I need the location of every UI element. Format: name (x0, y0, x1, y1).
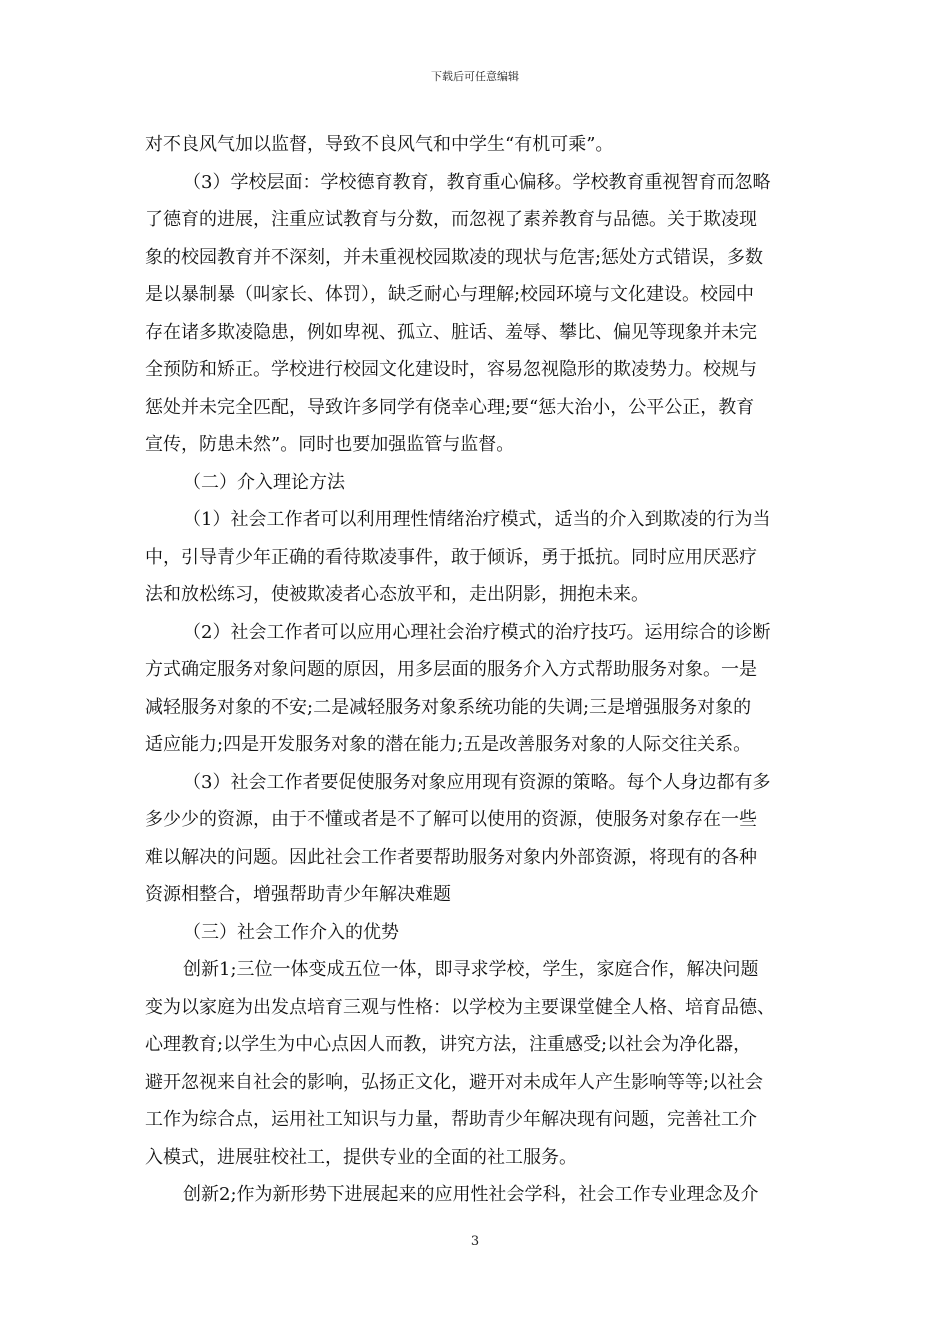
text-line: （3）学校层面：学校德育教育，教育重心偏移。学校教育重视智育而忽略 (183, 171, 771, 193)
text-line: 象的校园教育并不深刻，并未重视校园欺凌的现状与危害;惩处方式错误，多数 (145, 246, 764, 268)
text-line: 工作为综合点，运用社工知识与力量，帮助青少年解决现有问题，完善社工介 (145, 1109, 757, 1130)
text-line: 是以暴制暴（叫家长、体罚），缺乏耐心与理解;校园环境与文化建设。校园中 (145, 284, 755, 305)
header-note: 下载后可任意编辑 (431, 70, 519, 83)
text-line: 减轻服务对象的不安;二是减轻服务对象系统功能的失调;三是增强服务对象的 (145, 696, 752, 718)
text-line: 资源相整合，增强帮助青少年解决难题 (145, 884, 451, 905)
text-line: 多少少的资源，由于不懂或者是不了解可以使用的资源，使服务对象存在一些 (145, 809, 757, 830)
text-line: 了德育的进展，注重应试教育与分数，而忽视了素养教育与品德。关于欺凌现 (145, 209, 757, 230)
text-line: （二）介入理论方法 (183, 471, 345, 493)
text-line: 存在诸多欺凌隐患，例如卑视、孤立、脏话、羞辱、攀比、偏见等现象并未完 (145, 321, 757, 343)
document-body (145, 126, 815, 1214)
text-line: （3）社会工作者要促使服务对象应用现有资源的策略。每个人身边都有多 (183, 771, 771, 793)
text-line: 避开忽视来自社会的影响，弘扬正文化，避开对未成年人产生影响等等;以社会 (145, 1071, 764, 1093)
text-line: 对不良风气加以监督，导致不良风气和中学生“有机可乘”。 (145, 134, 614, 155)
text-line: 入模式，进展驻校社工，提供专业的全面的社工服务。 (145, 1146, 577, 1168)
text-line: 惩处并未完全匹配，导致许多同学有侥幸心理;要“惩大治小，公平公正，教育 (145, 396, 755, 418)
text-line: 中，引导青少年正确的看待欺凌事件，敢于倾诉，勇于抵抗。同时应用厌恶疗 (145, 546, 757, 568)
text-line: 难以解决的问题。因此社会工作者要帮助服务对象内外部资源，将现有的各种 (145, 846, 757, 868)
text-line: 变为以家庭为出发点培育三观与性格：以学校为主要课堂健全人格、培育品德、 (145, 996, 775, 1018)
text-line: （三）社会工作介入的优势 (183, 921, 399, 943)
text-line: 法和放松练习，使被欺凌者心态放平和，走出阴影，拥抱未来。 (145, 584, 649, 605)
text-line: （1）社会工作者可以利用理性情绪治疗模式，适当的介入到欺凌的行为当 (183, 509, 771, 530)
text-line: （2）社会工作者可以应用心理社会治疗模式的治疗技巧。运用综合的诊断 (183, 621, 771, 643)
text-line: 宣传，防患未然”。同时也要加强监管与监督。 (145, 434, 515, 455)
page-number: 3 (470, 1234, 480, 1249)
text-line: 方式确定服务对象问题的原因，用多层面的服务介入方式帮助服务对象。一是 (145, 659, 757, 680)
text-line: 适应能力;四是开发服务对象的潜在能力;五是改善服务对象的人际交往关系。 (145, 734, 752, 755)
text-line: 全预防和矫正。学校进行校园文化建设时，容易忽视隐形的欺凌势力。校规与 (145, 359, 757, 380)
text-line: 创新2;作为新形势下进展起来的应用性社会学科，社会工作专业理念及介 (183, 1184, 759, 1205)
text-line: 创新1;三位一体变成五位一体，即寻求学校，学生，家庭合作，解决问题 (183, 959, 759, 980)
text-line: 心理教育;以学生为中心点因人而教，讲究方法，注重感受;以社会为净化器， (145, 1034, 752, 1055)
